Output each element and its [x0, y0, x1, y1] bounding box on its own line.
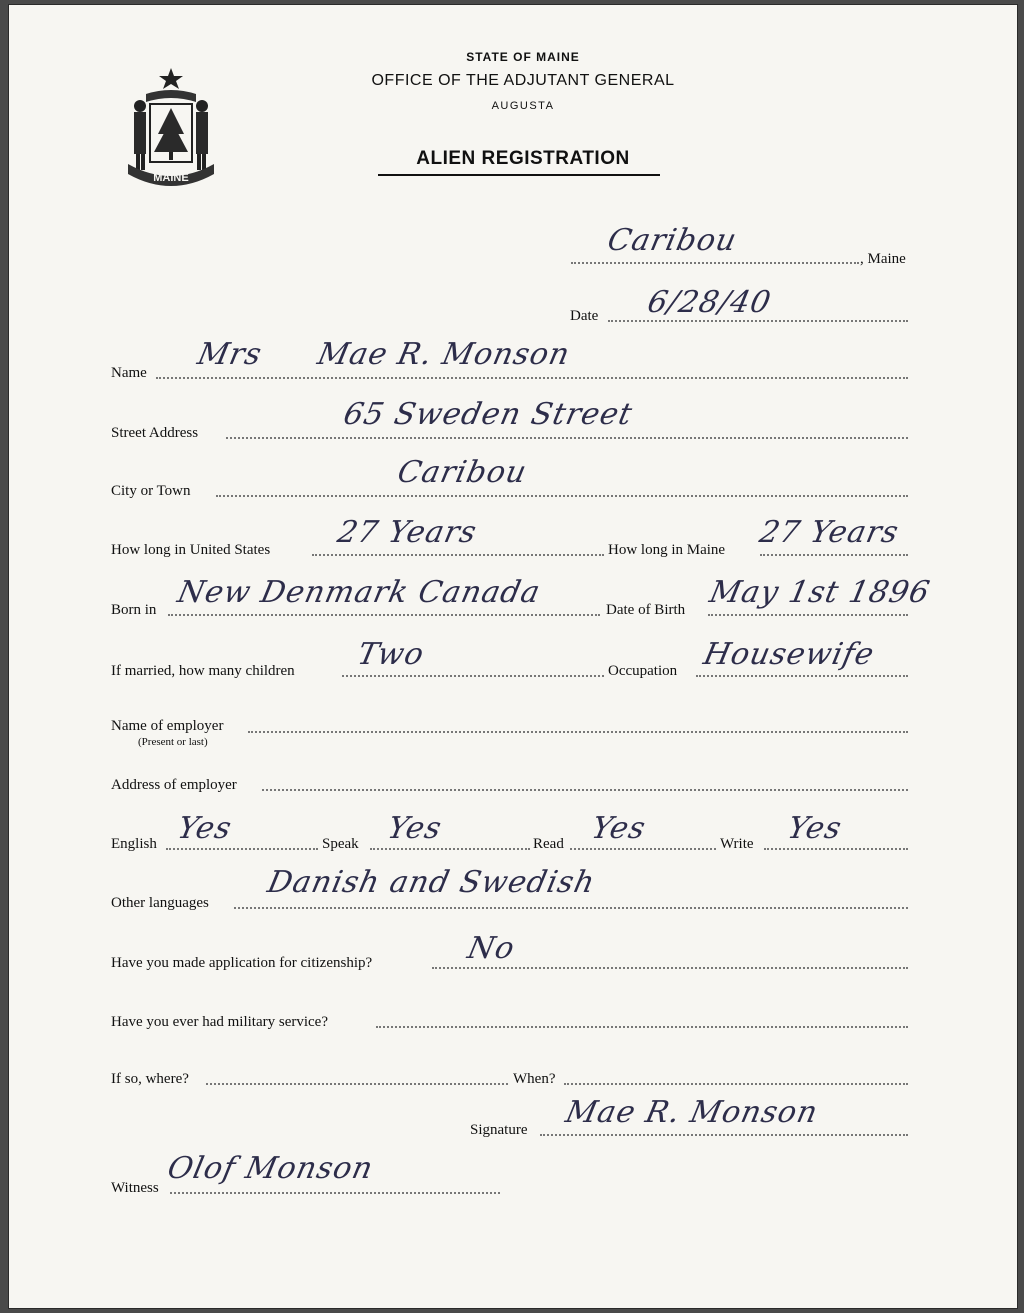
speak-value: Yes: [384, 811, 446, 846]
born-in-dotted-line: [168, 614, 600, 616]
header-office: OFFICE OF THE ADJUTANT GENERAL: [371, 72, 675, 89]
how-long-maine-label: How long in Maine: [608, 542, 726, 558]
witness-label: Witness: [111, 1180, 159, 1196]
citizenship-value: No: [464, 931, 519, 966]
how-long-maine-value: 27 Years: [756, 515, 903, 550]
name-label: Name: [111, 365, 147, 381]
employer-name-dotted-line: [248, 731, 908, 733]
form-title: ALIEN REGISTRATION: [416, 148, 630, 169]
children-dotted-line: [342, 675, 604, 677]
english-label: English: [111, 836, 157, 852]
witness-dotted-line: [170, 1192, 500, 1194]
city-value: Caribou: [394, 455, 531, 490]
maine-label: , Maine: [860, 251, 906, 267]
how-long-us-value: 27 Years: [334, 515, 481, 550]
header-city: AUGUSTA: [491, 100, 555, 112]
how-long-us-dotted-line: [312, 554, 604, 556]
military-label: Have you ever had military service?: [111, 1014, 328, 1030]
how-long-maine-dotted-line: [760, 554, 908, 556]
military-dotted-line: [376, 1026, 908, 1028]
other-languages-label: Other languages: [111, 895, 209, 911]
date-dotted-line: [608, 320, 908, 322]
other-languages-value: Danish and Swedish: [264, 865, 599, 900]
employer-address-label: Address of employer: [111, 777, 237, 793]
children-value: Two: [354, 637, 428, 672]
occupation-dotted-line: [696, 675, 908, 677]
where-dotted-line: [206, 1083, 508, 1085]
write-dotted-line: [764, 848, 908, 850]
speak-label: Speak: [322, 836, 359, 852]
date-label: Date: [570, 308, 599, 324]
title-underline: [378, 174, 660, 176]
read-label: Read: [533, 836, 564, 852]
header-state: STATE OF MAINE: [466, 50, 580, 64]
name-value: Mae R. Monson: [314, 337, 574, 372]
city-label: City or Town: [111, 483, 191, 499]
employer-note-label: (Present or last): [138, 736, 208, 748]
street-label: Street Address: [111, 425, 199, 441]
witness-value: Olof Monson: [164, 1151, 377, 1186]
occupation-label: Occupation: [608, 663, 678, 679]
occupation-value: Housewife: [700, 637, 878, 672]
write-value: Yes: [784, 811, 846, 846]
date-value: 6/28/40: [644, 285, 775, 320]
born-in-label: Born in: [111, 602, 157, 618]
if-so-where-label: If so, where?: [111, 1071, 189, 1087]
name-title-value: Mrs: [194, 337, 266, 372]
english-dotted-line: [166, 848, 318, 850]
employer-address-dotted-line: [262, 789, 908, 791]
registration-form: [8, 4, 1018, 1309]
when-dotted-line: [564, 1083, 908, 1085]
married-label: If married, how many children: [111, 663, 295, 679]
date-of-birth-dotted-line: [708, 614, 908, 616]
seal-text: MAINE: [153, 172, 189, 184]
other-languages-dotted-line: [234, 907, 908, 909]
date-of-birth-label: Date of Birth: [606, 602, 686, 618]
english-value: Yes: [174, 811, 236, 846]
citizenship-label: Have you made application for citizenship?: [111, 955, 373, 971]
write-label: Write: [720, 836, 754, 852]
citizenship-dotted-line: [432, 967, 908, 969]
read-dotted-line: [570, 848, 716, 850]
signature-label: Signature: [470, 1122, 528, 1138]
how-long-us-label: How long in United States: [111, 542, 271, 558]
read-value: Yes: [588, 811, 650, 846]
when-label: When?: [513, 1071, 556, 1087]
employer-name-label: Name of employer: [111, 718, 224, 734]
signature-value: Mae R. Monson: [562, 1095, 822, 1130]
date-of-birth-value: May 1st 1896: [706, 575, 934, 610]
maine-state-seal-icon: [116, 64, 226, 189]
speak-dotted-line: [370, 848, 530, 850]
street-dotted-line: [226, 437, 908, 439]
city-dotted-line: [216, 495, 908, 497]
name-dotted-line: [156, 377, 908, 379]
signature-dotted-line: [540, 1134, 908, 1136]
street-value: 65 Sweden Street: [340, 397, 636, 432]
town-value: Caribou: [604, 223, 741, 258]
born-in-value: New Denmark Canada: [174, 575, 544, 610]
town-dotted-line: [571, 262, 859, 264]
